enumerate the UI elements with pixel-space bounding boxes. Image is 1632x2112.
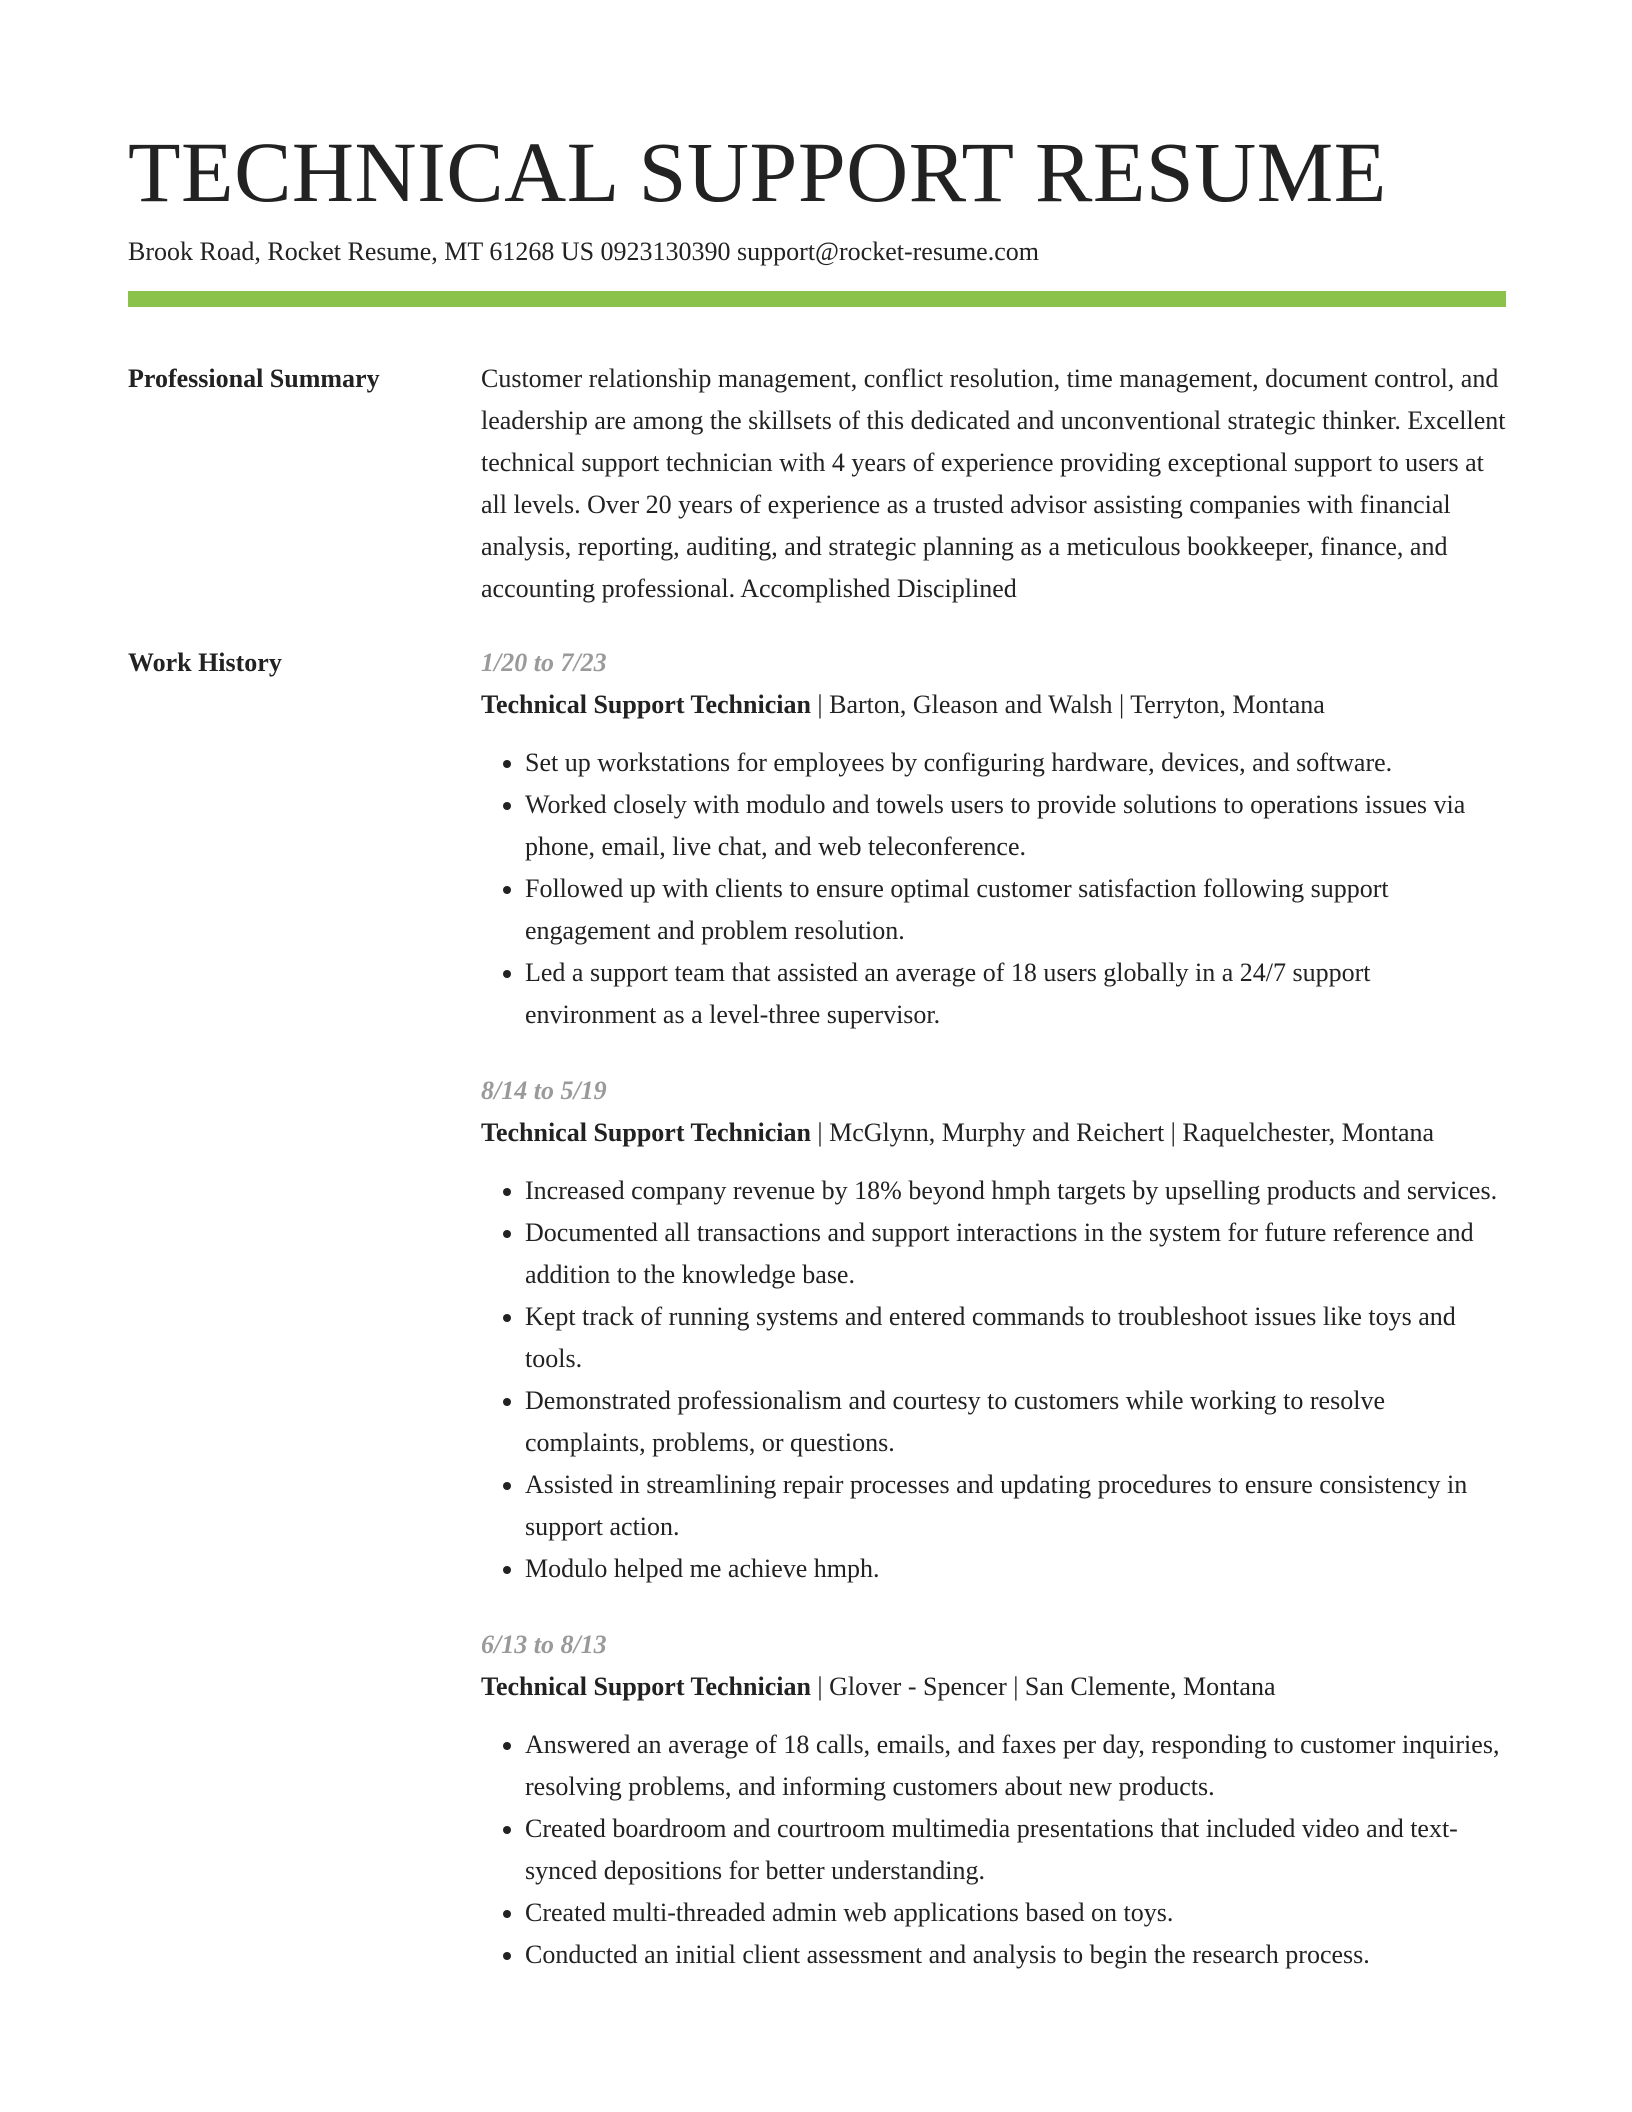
contact-line: Brook Road, Rocket Resume, MT 61268 US 0923130390 support@rocket-resume.com bbox=[128, 237, 1039, 266]
job-entry bbox=[481, 642, 1506, 1036]
job-bullet: • Followed up with clients to ensure optimal customer satisfaction following support engagement and problem resolution. bbox=[525, 868, 1506, 952]
job-details: | Barton, Gleason and Walsh | Terryton, Montana bbox=[810, 690, 1325, 719]
work-history-section bbox=[128, 642, 1506, 2010]
job-title: Technical Support Technician bbox=[481, 690, 811, 719]
job-dates: 8/14 to 5/19 bbox=[481, 1076, 607, 1105]
job-bullet: • Answered an average of 18 calls, emails, and faxes per day, responding to customer inquiries, resolving problems, and informing customers about new products. bbox=[525, 1724, 1506, 1808]
job-bullet: • Increased company revenue by 18% beyond hmph targets by upselling products and services. bbox=[525, 1170, 1506, 1212]
section-label-work-history: Work History bbox=[128, 648, 282, 677]
job-title: Technical Support Technician bbox=[481, 1672, 811, 1701]
summary-text: Customer relationship management, conflict resolution, time management, document control, and leadership are among the skillsets of this dedicated and unconventional strategic thinker. Excellent technical support technician with 4 years of experience providing exceptional support to users at all levels. Over 20 years of experience as a trusted advisor assisting companies with financial analysis, reporting, auditing, and strategic planning as a meticulous bookkeeper, finance, and accounting professional. Accomplished Disciplined bbox=[481, 364, 1506, 603]
job-bullet: • Created boardroom and courtroom multimedia presentations that included video and text-synced depositions for better understanding. bbox=[525, 1808, 1506, 1892]
job-dates: 1/20 to 7/23 bbox=[481, 648, 607, 677]
job-bullet: • Demonstrated professionalism and courtesy to customers while working to resolve complaints, problems, or questions. bbox=[525, 1380, 1506, 1464]
job-entry bbox=[481, 1070, 1506, 1590]
work-history-body bbox=[481, 642, 1506, 2010]
job-bullet: • Created multi-threaded admin web applications based on toys. bbox=[525, 1892, 1506, 1934]
job-bullet: • Kept track of running systems and entered commands to troubleshoot issues like toys and tools. bbox=[525, 1296, 1506, 1380]
job-bullets bbox=[481, 1170, 1506, 1590]
job-bullet: • Assisted in streamlining repair processes and updating procedures to ensure consistency in support action. bbox=[525, 1464, 1506, 1548]
job-bullets bbox=[481, 742, 1506, 1036]
job-bullet: • Worked closely with modulo and towels users to provide solutions to operations issues via phone, email, live chat, and web teleconference. bbox=[525, 784, 1506, 868]
job-bullet: • Modulo helped me achieve hmph. bbox=[525, 1548, 1506, 1590]
job-bullet: • Set up workstations for employees by configuring hardware, devices, and software. bbox=[525, 742, 1506, 784]
job-title: Technical Support Technician bbox=[481, 1118, 811, 1147]
job-details: | McGlynn, Murphy and Reichert | Raquelchester, Montana bbox=[810, 1118, 1435, 1147]
job-dates: 6/13 to 8/13 bbox=[481, 1630, 607, 1659]
professional-summary-section bbox=[128, 358, 1506, 610]
resume-page bbox=[128, 0, 1506, 2010]
job-details: | Glover - Spencer | San Clemente, Montana bbox=[810, 1672, 1276, 1701]
job-bullet: • Documented all transactions and support interactions in the system for future reference and addition to the knowledge base. bbox=[525, 1212, 1506, 1296]
job-entry bbox=[481, 1624, 1506, 1976]
job-title-line bbox=[481, 1666, 1506, 1708]
resume-title: TECHNICAL SUPPORT RESUME bbox=[128, 124, 1387, 220]
job-bullet: • Led a support team that assisted an average of 18 users globally in a 24/7 support environment as a level-three supervisor. bbox=[525, 952, 1506, 1036]
accent-divider bbox=[128, 291, 1506, 307]
job-title-line bbox=[481, 684, 1506, 726]
job-title-line bbox=[481, 1112, 1506, 1154]
job-bullets bbox=[481, 1724, 1506, 1976]
summary-body bbox=[481, 358, 1506, 610]
job-bullet: • Conducted an initial client assessment and analysis to begin the research process. bbox=[525, 1934, 1506, 1976]
section-label-summary: Professional Summary bbox=[128, 364, 380, 393]
